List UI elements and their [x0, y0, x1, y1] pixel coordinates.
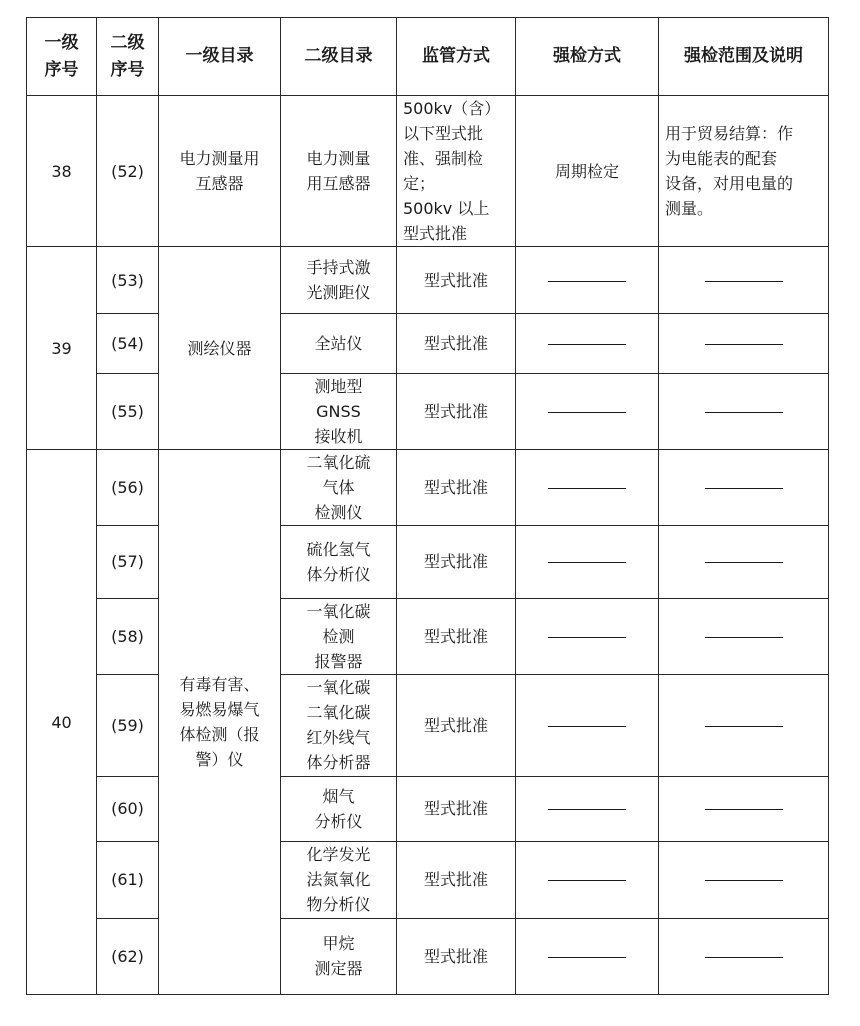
empty-dash	[548, 809, 626, 810]
level2-catalog-cell: 化学发光 法氮氧化 物分析仪	[281, 841, 397, 918]
inspection-dash-cell	[516, 247, 659, 314]
inspection-dash-cell	[516, 674, 659, 776]
header-level2-catalog: 二级目录	[281, 18, 397, 96]
table-row	[27, 526, 829, 598]
level1-catalog-cell: 有毒有害、 易燃易爆气 体检测（报 警）仪	[159, 450, 281, 995]
supervision-cell: 500kv（含） 以下型式批 准、强制检 定； 500kv 以上 型式批准	[397, 96, 516, 247]
table-row	[27, 598, 829, 674]
scope-dash-cell	[659, 526, 829, 598]
table-row	[27, 841, 829, 918]
inspection-dash-cell	[516, 918, 659, 994]
empty-dash	[705, 281, 783, 282]
header-scope: 强检范围及说明	[659, 18, 829, 96]
level2-catalog-cell: 电力测量 用互感器	[281, 96, 397, 247]
empty-dash	[705, 488, 783, 489]
empty-dash	[705, 412, 783, 413]
level2-no-cell: (56)	[97, 450, 159, 526]
scope-dash-cell	[659, 776, 829, 841]
scope-dash-cell	[659, 918, 829, 994]
inspection-dash-cell	[516, 598, 659, 674]
inspection-dash-cell	[516, 374, 659, 450]
table-row	[27, 674, 829, 776]
level1-no-cell: 40	[27, 450, 97, 995]
level2-no-cell: (53)	[97, 247, 159, 314]
empty-dash	[548, 488, 626, 489]
table-row	[27, 314, 829, 374]
empty-dash	[705, 726, 783, 727]
table-row	[27, 450, 829, 526]
inspection-dash-cell	[516, 450, 659, 526]
scope-dash-cell	[659, 247, 829, 314]
supervision-cell: 型式批准	[397, 374, 516, 450]
empty-dash	[705, 562, 783, 563]
scope-dash-cell	[659, 841, 829, 918]
level2-no-cell: (60)	[97, 776, 159, 841]
scope-dash-cell	[659, 598, 829, 674]
supervision-cell: 型式批准	[397, 674, 516, 776]
level2-catalog-cell: 一氧化碳 二氧化碳 红外线气 体分析器	[281, 674, 397, 776]
empty-dash	[705, 637, 783, 638]
scope-dash-cell	[659, 374, 829, 450]
empty-dash	[548, 880, 626, 881]
level2-no-cell: (55)	[97, 374, 159, 450]
supervision-cell: 型式批准	[397, 918, 516, 994]
supervision-cell: 型式批准	[397, 526, 516, 598]
header-level2-no: 二级 序号	[97, 18, 159, 96]
level2-no-cell: (58)	[97, 598, 159, 674]
empty-dash	[548, 562, 626, 563]
scope-cell: 用于贸易结算：作 为电能表的配套 设备，对用电量的 测量。	[659, 96, 829, 247]
supervision-cell: 型式批准	[397, 247, 516, 314]
scope-dash-cell	[659, 450, 829, 526]
header-level1-no: 一级 序号	[27, 18, 97, 96]
table-row	[27, 918, 829, 994]
header-supervision: 监管方式	[397, 18, 516, 96]
level2-catalog-cell: 测地型 GNSS 接收机	[281, 374, 397, 450]
level2-catalog-cell: 一氧化碳 检测 报警器	[281, 598, 397, 674]
level2-catalog-cell: 二氧化硫 气体 检测仪	[281, 450, 397, 526]
table-row	[27, 374, 829, 450]
empty-dash	[705, 880, 783, 881]
table-row	[27, 96, 829, 247]
empty-dash	[705, 957, 783, 958]
empty-dash	[548, 412, 626, 413]
measuring-instrument-catalog-table	[26, 17, 829, 995]
level2-no-cell: (62)	[97, 918, 159, 994]
level2-catalog-cell: 烟气 分析仪	[281, 776, 397, 841]
inspection-dash-cell	[516, 314, 659, 374]
scope-dash-cell	[659, 314, 829, 374]
empty-dash	[705, 344, 783, 345]
table-row	[27, 776, 829, 841]
level2-no-cell: (52)	[97, 96, 159, 247]
level1-no-cell: 39	[27, 247, 97, 450]
level2-catalog-cell: 手持式激 光测距仪	[281, 247, 397, 314]
level2-no-cell: (61)	[97, 841, 159, 918]
supervision-cell: 型式批准	[397, 450, 516, 526]
scope-dash-cell	[659, 674, 829, 776]
empty-dash	[548, 344, 626, 345]
empty-dash	[705, 809, 783, 810]
header-row	[27, 18, 829, 96]
level2-catalog-cell: 全站仪	[281, 314, 397, 374]
empty-dash	[548, 957, 626, 958]
inspection-dash-cell	[516, 841, 659, 918]
level1-no-cell: 38	[27, 96, 97, 247]
empty-dash	[548, 726, 626, 727]
level2-no-cell: (59)	[97, 674, 159, 776]
level2-catalog-cell: 甲烷 测定器	[281, 918, 397, 994]
level1-catalog-cell: 电力测量用 互感器	[159, 96, 281, 247]
header-inspection: 强检方式	[516, 18, 659, 96]
level1-catalog-cell: 测绘仪器	[159, 247, 281, 450]
supervision-cell: 型式批准	[397, 598, 516, 674]
empty-dash	[548, 281, 626, 282]
header-level1-catalog: 一级目录	[159, 18, 281, 96]
level2-no-cell: (57)	[97, 526, 159, 598]
level2-no-cell: (54)	[97, 314, 159, 374]
level2-catalog-cell: 硫化氢气 体分析仪	[281, 526, 397, 598]
supervision-cell: 型式批准	[397, 776, 516, 841]
inspection-dash-cell	[516, 526, 659, 598]
supervision-cell: 型式批准	[397, 314, 516, 374]
empty-dash	[548, 637, 626, 638]
inspection-dash-cell	[516, 776, 659, 841]
supervision-cell: 型式批准	[397, 841, 516, 918]
inspection-cell: 周期检定	[516, 96, 659, 247]
table-row	[27, 247, 829, 314]
